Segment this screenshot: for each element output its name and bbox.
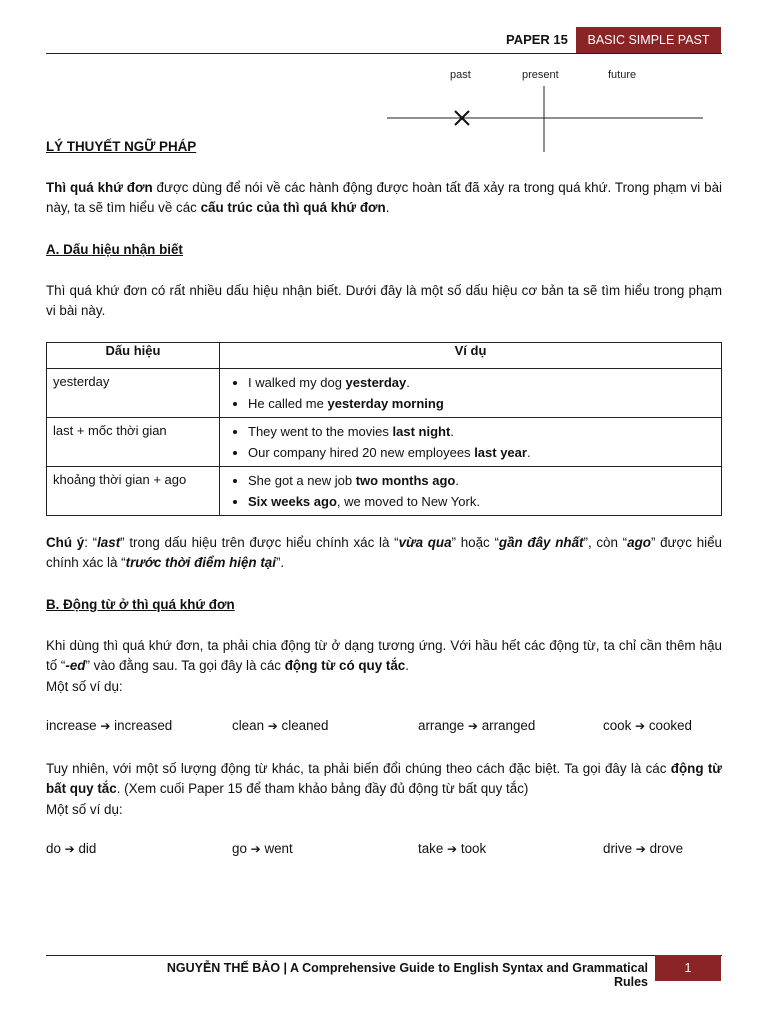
intro-paragraph (46, 178, 722, 218)
arrow-right-icon: ➔ (467, 719, 478, 733)
list-item: cook ➔ cooked (603, 718, 693, 733)
list-item: take ➔ took (418, 841, 487, 856)
arrow-right-icon: ➔ (64, 842, 75, 856)
list-item: • She got a new job two months ago. (248, 470, 715, 491)
list-item: • Six weeks ago, we moved to New York. (248, 491, 715, 512)
list-item: go ➔ went (232, 841, 293, 856)
section-b-paragraph-2: Tuy nhiên, với một số lượng động từ khác, ta phải biến đổi chúng theo cách đặc biệt. Ta gọi đây là các động từ bất quy tắc. (Xem cuối Paper 15 để tham khảo bảng đầy đủ động từ bất quy tắc) (46, 761, 722, 796)
table-cell-examples (220, 418, 722, 467)
table-row (47, 369, 722, 418)
note-label: Chú ý (46, 535, 85, 550)
header-tag (576, 27, 721, 53)
examples-label: Một số ví dụ: (46, 679, 123, 694)
page-number-label: 1 (684, 961, 692, 975)
arrow-right-icon: ➔ (267, 719, 278, 733)
arrow-right-icon: ➔ (635, 719, 646, 733)
footer-title: A Comprehensive Guide to English Syntax and Grammatical Rules (290, 961, 648, 989)
note-paragraph: Chú ý: “last” trong dấu hiệu trên được hiểu chính xác là “vừa qua” hoặc “gần đây nhất”, còn “ago” được hiểu chính xác là “trước thời điểm hiện tại”. (46, 535, 723, 570)
theory-heading-text: LÝ THUYẾT NGỮ PHÁP (46, 139, 197, 154)
table-header-sign: Dấu hiệu (47, 343, 220, 369)
list-item: do ➔ did (46, 841, 97, 856)
table-row (47, 418, 722, 467)
timeline-label-present: present (522, 69, 559, 81)
timeline-label-future: future (608, 69, 637, 81)
section-a-heading (46, 240, 722, 260)
intro-text-2: . (385, 200, 390, 215)
section-a-heading-text: A. Dấu hiệu nhận biết (46, 242, 183, 257)
footer-text: NGUYỄN THẾ BẢO | A Comprehensive Guide to English Syntax and Grammatical Rules (166, 961, 648, 989)
footer-author: NGUYỄN THẾ BẢO (166, 961, 281, 975)
table-cell-examples (220, 467, 722, 516)
arrow-right-icon: ➔ (447, 842, 458, 856)
arrow-right-icon: ➔ (100, 719, 111, 733)
table-cell-examples (220, 369, 722, 418)
section-b-heading (46, 595, 722, 615)
section-b-heading-text: B. Động từ ở thì quá khứ đơn (46, 597, 235, 612)
paper-number: PAPER 15 (506, 32, 568, 47)
list-item: arrange ➔ arranged (418, 718, 536, 733)
header-tag-label: BASIC SIMPLE PAST (587, 33, 710, 47)
list-item: • Our company hired 20 new employees last year. (248, 442, 715, 463)
signs-table (46, 342, 722, 516)
intro-text-1: được dùng để nói về các hành động được hoàn tất đã xảy ra trong quá khứ. Trong phạm vi bài này, ta sẽ tìm hiểu về các (46, 180, 723, 215)
table-cell-sign: yesterday (47, 369, 220, 418)
header-divider (46, 53, 722, 54)
regular-verb-examples (46, 718, 722, 738)
irregular-verb-examples (46, 841, 722, 861)
section-b-paragraph-1: Khi dùng thì quá khứ đơn, ta phải chia động từ ở dạng tương ứng. Với hầu hết các động từ, ta chỉ cần thêm hậu tố “-ed” vào đằng sau. Ta gọi đây là các động từ có quy tắc. (46, 638, 722, 673)
footer-divider (46, 955, 722, 956)
list-item: • I walked my dog yesterday. (248, 372, 715, 393)
table-header-example: Ví dụ (220, 343, 722, 369)
arrow-right-icon: ➔ (250, 842, 261, 856)
table-cell-sign: khoảng thời gian + ago (47, 467, 220, 516)
intro-term: Thì quá khứ đơn (46, 180, 153, 195)
examples-label-2: Một số ví dụ: (46, 802, 123, 817)
table-header-row (47, 343, 722, 369)
list-item: drive ➔ drove (603, 841, 684, 856)
theory-heading (46, 137, 722, 157)
section-a-paragraph: Thì quá khứ đơn có rất nhiều dấu hiệu nhận biết. Dưới đây là một số dấu hiệu cơ bản ta sẽ tìm hiểu trong phạm vi bài này. (46, 283, 722, 318)
page-number (655, 955, 721, 981)
table-cell-sign: last + mốc thời gian (47, 418, 220, 467)
list-item: • He called me yesterday morning (248, 393, 715, 414)
table-row (47, 467, 722, 516)
list-item: • They went to the movies last night. (248, 421, 715, 442)
intro-term-2: cấu trúc của thì quá khứ đơn (200, 200, 386, 215)
list-item: clean ➔ cleaned (232, 718, 329, 733)
arrow-right-icon: ➔ (635, 842, 646, 856)
timeline-label-past: past (450, 69, 471, 81)
list-item: increase ➔ increased (46, 718, 173, 733)
